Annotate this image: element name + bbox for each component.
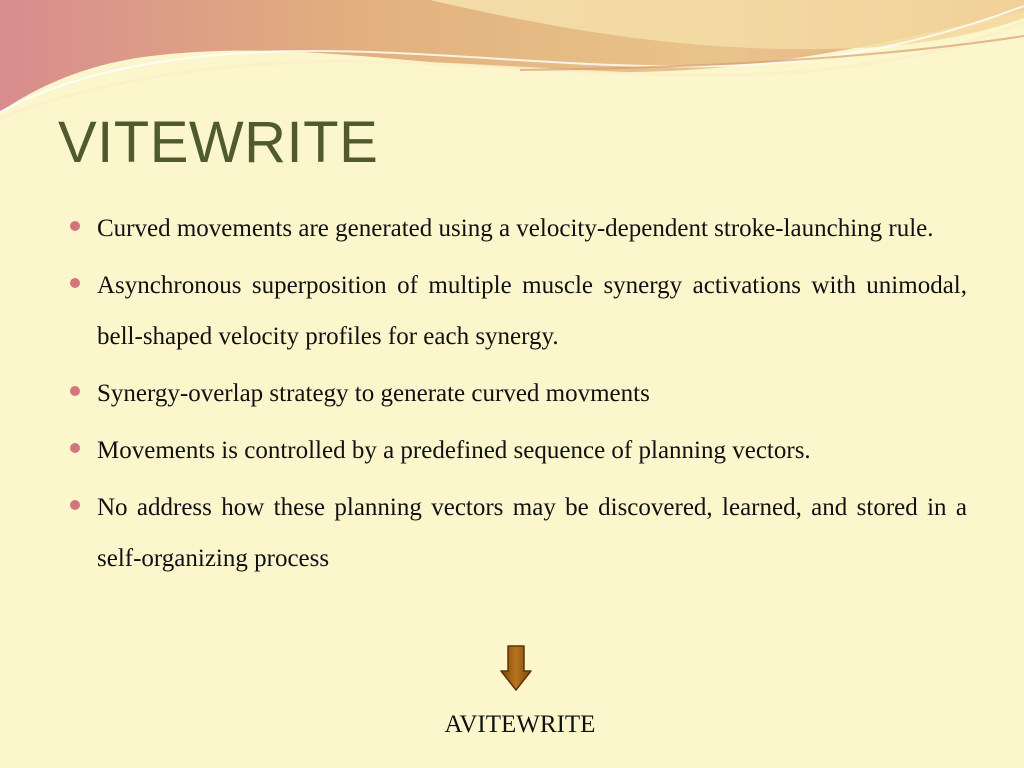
bullet-item [70,482,967,584]
bullet-list [70,203,967,590]
bullet-item [70,260,967,362]
slide-title: VITEWRITE [58,110,379,175]
next-topic-label: AVITEWRITE [444,711,596,738]
bullet-item [70,425,967,476]
bullet-item [70,203,967,254]
bullet-text: Synergy-overlap strategy to generate curved movments [97,380,650,407]
bullet-text: Curved movements are generated using a velocity-dependent stroke-launching rule. [97,215,934,242]
bullet-item [70,368,967,419]
bullet-dot-icon [70,278,80,288]
bullet-text: No address how these planning vectors may be discovered, learned, and stored in a self-organizing process [97,494,967,572]
down-arrow-icon [500,645,532,691]
bullet-dot-icon [70,221,80,231]
bullet-dot-icon [70,443,80,453]
bullet-dot-icon [70,386,80,396]
bullet-text: Asynchronous superposition of multiple muscle synergy activations with unimodal, bell-shaped velocity profiles for each synergy. [97,272,967,350]
bullet-text: Movements is controlled by a predefined sequence of planning vectors. [97,437,811,464]
bullet-dot-icon [70,500,80,510]
